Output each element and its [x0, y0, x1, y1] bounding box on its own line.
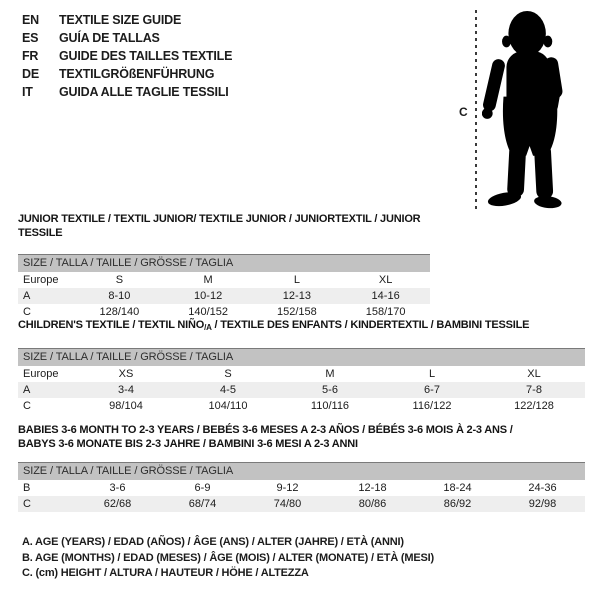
table-cell: 6-7 [424, 384, 440, 396]
table-cell: 68/74 [188, 498, 217, 510]
row-label: B [23, 482, 31, 494]
table-cell: S [224, 368, 232, 380]
table-cell: 6-9 [194, 482, 211, 494]
table-cell: 116/122 [412, 400, 452, 412]
table-cell: 86/92 [443, 498, 472, 510]
childrens-textile-table [18, 318, 585, 414]
table-cell: 9-12 [276, 482, 299, 494]
guide-title: TEXTILE SIZE GUIDE [59, 13, 182, 27]
row-label: C [23, 306, 31, 318]
size-header-bar: SIZE / TALLA / TAILLE / GRÖSSE / TAGLIA [18, 254, 430, 272]
babies-textile-table [18, 423, 585, 512]
measurement-legend [22, 535, 434, 582]
legend-line-a: A. AGE (YEARS) / EDAD (AÑOS) / ÂGE (ANS) / ALTER (JAHRE) / ETÀ (ANNI) [22, 536, 404, 548]
table-cell: 98/104 [109, 400, 143, 412]
row-label: Europe [23, 368, 59, 380]
table-cell: 12-13 [282, 290, 311, 302]
language-code: ES [22, 31, 39, 45]
language-code: IT [22, 85, 33, 99]
table-cell: 128/140 [99, 306, 140, 318]
title-text: / TEXTILE DES ENFANTS / KINDERTEXTIL / BAMBINI TESSILE [211, 319, 530, 331]
size-header-bar: SIZE / TALLA / TAILLE / GRÖSSE / TAGLIA [18, 348, 585, 366]
table-cell: 8-10 [108, 290, 131, 302]
table-title: JUNIOR TEXTILE / TEXTIL JUNIOR/ TEXTILE JUNIOR / JUNIORTEXTIL / JUNIOR TESSILE [18, 213, 421, 239]
table-cell: 18-24 [443, 482, 472, 494]
table-cell: 80/86 [358, 498, 387, 510]
table-cell: 10-12 [194, 290, 223, 302]
table-cell: M [325, 368, 335, 380]
table-row [18, 398, 585, 414]
table-cell: XS [118, 368, 134, 380]
title-text: CHILDREN'S TEXTILE / TEXTIL NIÑO [18, 319, 205, 331]
guide-title: GUÍA DE TALLAS [59, 31, 160, 45]
guide-title: TEXTILGRÖßENFÜHRUNG [59, 67, 215, 81]
list-item [22, 29, 232, 47]
table-row [18, 496, 585, 512]
table-cell: L [428, 368, 436, 380]
table-cell: 110/116 [310, 400, 350, 412]
table-cell: 3-4 [118, 384, 134, 396]
guide-title: GUIDA ALLE TAGLIE TESSILI [59, 85, 229, 99]
table-cell: 14-16 [371, 290, 400, 302]
table-cell: L [293, 274, 300, 286]
row-label: Europe [23, 274, 59, 286]
title-line-2: BABYS 3-6 MONATE BIS 2-3 JAHRE / BAMBINI 3-6 MESI A 2-3 ANNI [18, 438, 358, 450]
table-cell: 140/152 [188, 306, 228, 318]
list-item [22, 65, 232, 83]
list-item [22, 47, 232, 65]
row-label: C [23, 498, 31, 510]
language-code: DE [22, 67, 39, 81]
row-label: A [23, 290, 31, 302]
language-code: FR [22, 49, 39, 63]
row-label: C [23, 400, 31, 412]
table-cell: M [203, 274, 213, 286]
legend-line-b: B. AGE (MONTHS) / EDAD (MESES) / ÂGE (MOIS) / ALTER (MONATE) / ETÀ (MESI) [22, 551, 434, 564]
height-measure-label: C [459, 105, 468, 119]
table-cell: 7-8 [526, 384, 542, 396]
table-cell: 12-18 [358, 482, 387, 494]
list-item [22, 83, 232, 101]
title-line-1: BABIES 3-6 MONTH TO 2-3 YEARS / BEBÉS 3-6 MESES A 2-3 AÑOS / BÉBÉS 3-6 MOIS À 2-3 ANS / [18, 424, 513, 436]
table-cell: 5-6 [322, 384, 338, 396]
size-header-bar: SIZE / TALLA / TAILLE / GRÖSSE / TAGLIA [18, 462, 585, 480]
baby-silhouette-icon [482, 8, 592, 210]
language-title-list [22, 11, 232, 101]
table-cell: 158/170 [365, 306, 406, 318]
table-cell: 122/128 [514, 400, 554, 412]
legend-line-c: C. (cm) HEIGHT / ALTURA / HAUTEUR / HÖHE / ALTEZZA [22, 567, 309, 579]
table-cell: 92/98 [528, 498, 557, 510]
table-title [18, 318, 585, 335]
title-subscript: /A [204, 323, 212, 332]
table-title [18, 423, 585, 451]
table-cell: 152/158 [276, 306, 317, 318]
table-row [18, 288, 430, 304]
row-label: A [23, 384, 31, 396]
list-item [22, 11, 232, 29]
junior-textile-table [18, 212, 430, 320]
language-code: EN [22, 13, 39, 27]
table-cell: 24-36 [528, 482, 557, 494]
table-cell: 3-6 [109, 482, 126, 494]
table-cell: XL [378, 274, 393, 286]
guide-title: GUIDE DES TAILLES TEXTILE [59, 49, 233, 63]
table-cell: 62/68 [103, 498, 132, 510]
measurement-figure [452, 8, 598, 212]
table-cell: 74/80 [273, 498, 302, 510]
table-cell: S [115, 274, 124, 286]
table-cell: 104/110 [208, 400, 248, 412]
table-cell: 4-5 [220, 384, 236, 396]
table-row [18, 480, 585, 496]
table-row [18, 366, 585, 382]
table-row [18, 382, 585, 398]
height-measure-dashed-line [475, 10, 477, 210]
table-row [18, 272, 430, 288]
table-cell: XL [527, 368, 541, 380]
